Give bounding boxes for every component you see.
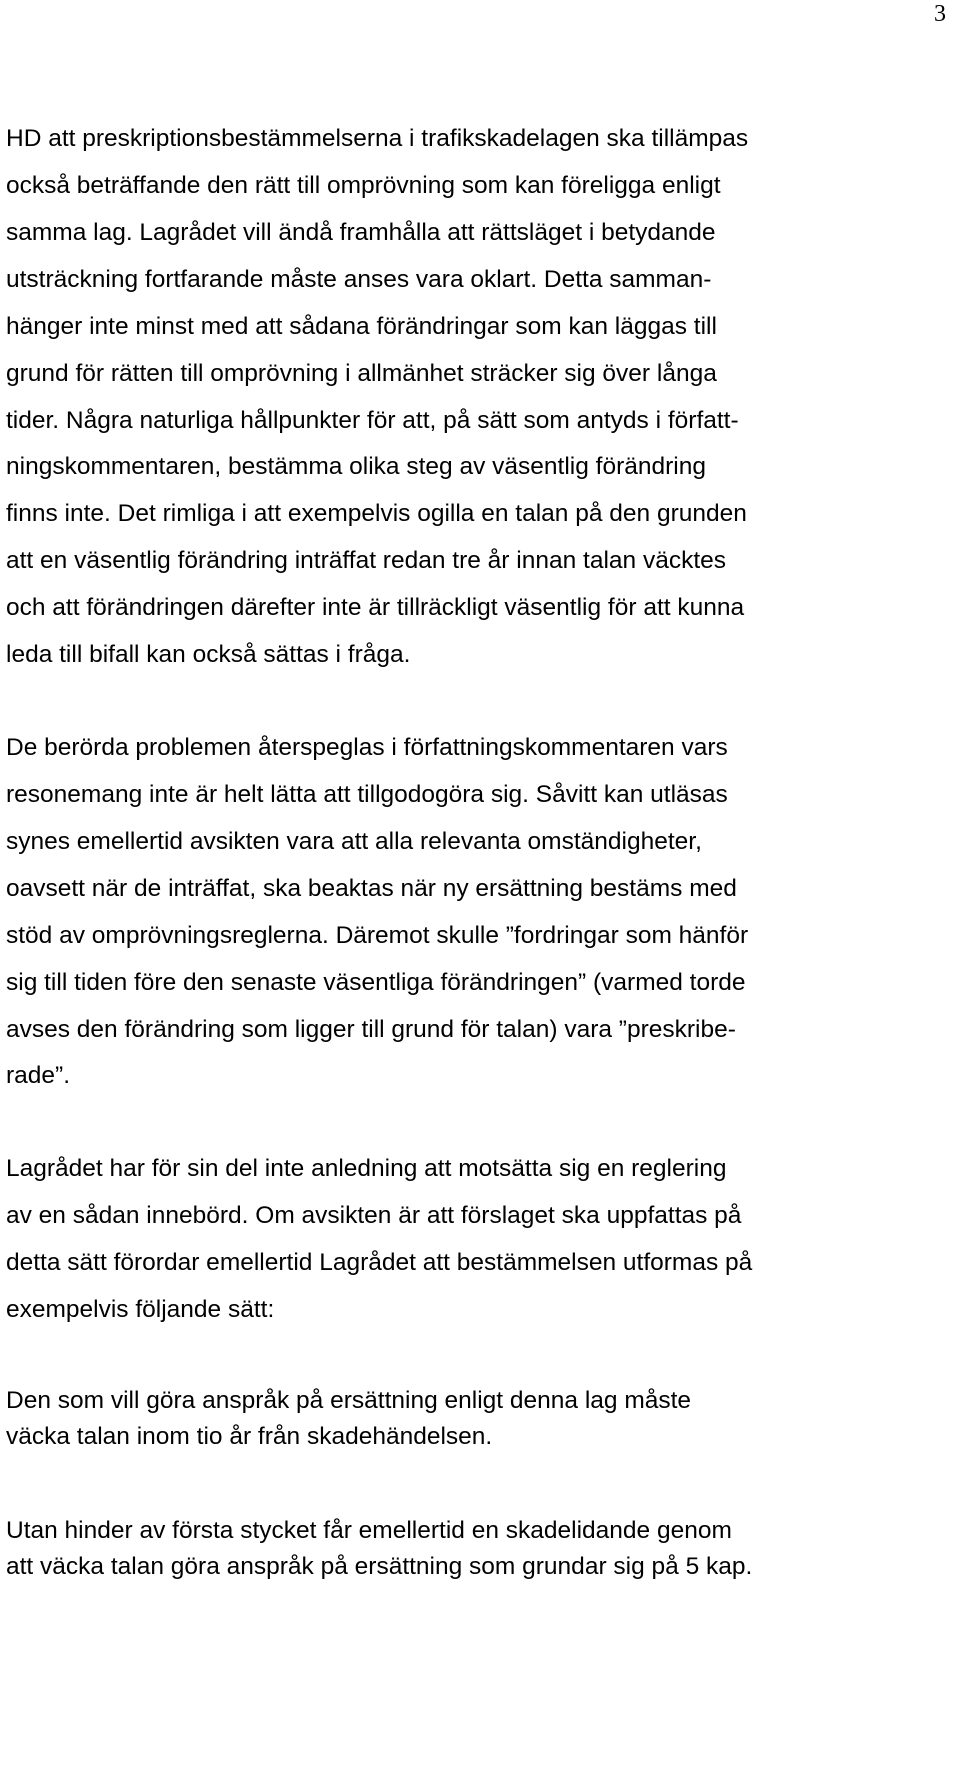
page-number: 3 — [934, 1, 946, 27]
text-line: väcka talan inom tio år från skadehändelsen. — [6, 1423, 493, 1450]
text-line: exempelvis följande sätt: — [6, 1296, 275, 1323]
text-line: Den som vill göra anspråk på ersättning enligt denna lag måste — [6, 1387, 692, 1414]
text-line: De berörda problemen återspeglas i författningskommentaren vars — [6, 734, 728, 761]
text-line: ningskommentaren, bestämma olika steg av väsentlig förändring — [6, 453, 706, 480]
text-line: utsträckning fortfarande måste anses vara oklart. Detta samman- — [6, 266, 712, 293]
text-line: rade”. — [6, 1062, 71, 1089]
text-line: tider. Några naturliga hållpunkter för att, på sätt som antyds i författ- — [6, 407, 739, 434]
text-line: stöd av omprövningsreglerna. Däremot skulle ”fordringar som hänför — [6, 922, 749, 949]
text-line: detta sätt förordar emellertid Lagrådet att bestämmelsen utformas på — [6, 1249, 753, 1276]
text-line: Utan hinder av första stycket får emellertid en skadelidande genom — [6, 1517, 732, 1544]
text-line: och att förändringen därefter inte är tillräckligt väsentlig för att kunna — [6, 594, 745, 621]
text-line: sig till tiden före den senaste väsentliga förändringen” (varmed torde — [6, 969, 746, 996]
text-line: av en sådan innebörd. Om avsikten är att förslaget ska uppfattas på — [6, 1202, 742, 1229]
text-line: också beträffande den rätt till omprövning som kan föreligga enligt — [6, 172, 721, 199]
text-line: avses den förändring som ligger till grund för talan) vara ”preskribe- — [6, 1016, 736, 1043]
text-line: Lagrådet har för sin del inte anledning att motsätta sig en reglering — [6, 1155, 727, 1182]
text-line: HD att preskriptionsbestämmelserna i trafikskadelagen ska tillämpas — [6, 125, 749, 152]
text-line: synes emellertid avsikten vara att alla relevanta omständigheter, — [6, 828, 702, 855]
text-line: grund för rätten till omprövning i allmänhet sträcker sig över långa — [6, 360, 717, 387]
text-line: leda till bifall kan också sättas i fråga. — [6, 641, 411, 668]
text-line: oavsett när de inträffat, ska beaktas när ny ersättning bestäms med — [6, 875, 737, 902]
text-line: samma lag. Lagrådet vill ändå framhålla att rättsläget i betydande — [6, 219, 716, 246]
text-line: att väcka talan göra anspråk på ersättning som grundar sig på 5 kap. — [6, 1553, 753, 1580]
text-line: finns inte. Det rimliga i att exempelvis ogilla en talan på den grunden — [6, 500, 747, 527]
text-line: hänger inte minst med att sådana förändringar som kan läggas till — [6, 313, 717, 340]
text-line: resonemang inte är helt lätta att tillgodogöra sig. Såvitt kan utläsas — [6, 781, 728, 808]
text-line: att en väsentlig förändring inträffat redan tre år innan talan väcktes — [6, 547, 727, 574]
